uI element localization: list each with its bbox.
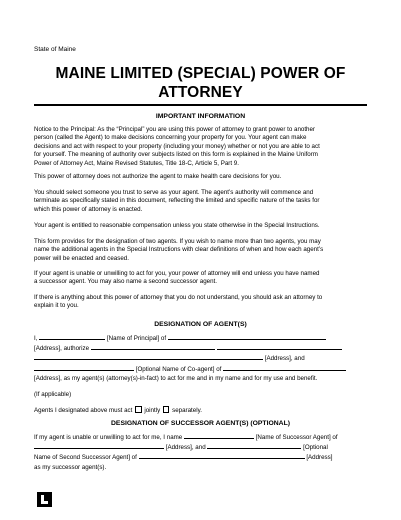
successor-closing-line: as my successor agent(s). [34,463,107,471]
co-agent-line: [Optional Name of Co-agent] of [34,364,367,374]
successor-form [34,432,367,472]
successor-second-line: [Address], and [Optional [34,442,367,452]
title-line-2: ATTORNEY [158,84,243,101]
compensation-paragraph: Your agent is entitled to reasonable compensation unless you state otherwise in the Special Instructions. [34,222,320,229]
successor-heading: DESIGNATION OF SUCCESSOR AGENT(S) (OPTIONAL) [111,420,290,427]
trust-paragraph: You should select someone you trust to serve as your agent. The agent’s authority will commence and terminate as specifically stated in this document, reflecting the limited and specific nature of the tasks for which this power of attorney is enacted. [34,189,320,213]
successor-first-line: If my agent is unable or unwilling to act for me, I name [Name of Successor Agent] of [34,434,338,441]
document-title [34,64,367,102]
notice-paragraph: Notice to the Principal: As the “Principal” you are using this power of attorney to grant power to another person (called the Agent) to make decisions concerning your property for you. Your agent can make decisions and act with respect to your property (including your money) whether or not you are able to act for yourself. The meaning of authority over subjects listed on this form is explained in the Maine Uniform Power of Attorney Act, Maine Revised Statutes, Title 18-C, Article 5, Part 9. [34,126,320,167]
authorize-line: [Address], authorize [34,343,367,353]
title-divider [34,104,367,106]
agent-purpose-line: [Address], as my agent(s) (attorney(s)-in-fact) to act for me and in my name and for my use and benefit. [34,374,318,382]
successor-name-field[interactable] [184,432,254,439]
title-line-1: MAINE LIMITED (SPECIAL) POWER OF [55,65,346,82]
second-successor-name-field[interactable] [207,442,301,449]
if-applicable-label: (If applicable) [34,391,72,399]
principal-address-field[interactable] [168,333,326,340]
agent-name-field[interactable] [91,343,215,350]
co-agent-address-field[interactable] [223,364,346,371]
successor-third-line: Name of Second Successor Agent] of [Address] [34,454,333,462]
successor-paragraph: If your agent is unable or unwilling to act for you, your power of attorney will end unless you have named a successor agent. You may also name a second successor agent. [34,270,320,286]
agent-address-line: [Address], and [34,353,367,363]
agent-address-field-b[interactable] [34,353,263,360]
principal-line: I, [Name of Principal] of [34,333,367,343]
designation-heading: DESIGNATION OF AGENT(S) [154,321,247,328]
successor-address-field[interactable] [34,442,164,449]
important-info-heading: IMPORTANT INFORMATION [155,113,246,120]
second-successor-address-field[interactable] [139,452,305,459]
designation-form [34,333,367,415]
principal-name-field[interactable] [39,333,105,340]
separately-checkbox[interactable] [163,406,170,413]
agent-address-field-a[interactable] [217,343,342,350]
legal-templates-logo [36,491,53,508]
joint-action-line: Agents I designated above must act jointly separately. [34,407,202,415]
co-agent-name-field[interactable] [34,364,134,371]
attorney-advice-paragraph: If there is anything about this power of attorney that you do not understand, you should ask an attorney to explain it to you. [34,294,323,310]
health-care-paragraph: This power of attorney does not authorize the agent to make health care decisions for you. [34,173,282,180]
important-info-body [34,126,367,168]
state-label: State of Maine [34,46,76,53]
jointly-checkbox[interactable] [135,406,142,413]
two-agents-paragraph: This form provides for the designation of two agents. If you wish to name more than two agents, you may name the additional agents in the Special Instructions with clear definitions of when and how each agent’s power will be enacted and ceased. [34,238,324,262]
